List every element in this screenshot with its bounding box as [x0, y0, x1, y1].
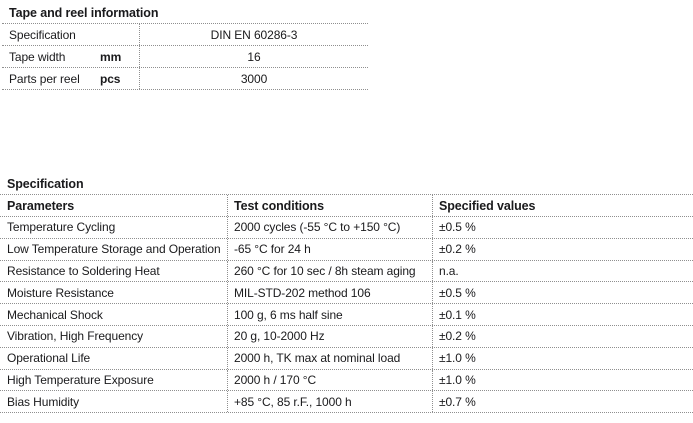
cell-specified-value: ±1.0 % [432, 370, 693, 391]
specification-title: Specification [0, 175, 693, 195]
cell-specified-value: ±0.7 % [432, 391, 693, 412]
specification-section [0, 175, 693, 413]
header-test-conditions: Test conditions [227, 195, 432, 216]
row-value: 3000 [139, 68, 368, 89]
table-row [0, 239, 693, 261]
cell-test-conditions: 20 g, 10-2000 Hz [227, 326, 432, 347]
tape-reel-table [2, 24, 368, 90]
cell-test-conditions: 100 g, 6 ms half sine [227, 304, 432, 325]
cell-specified-value: n.a. [432, 261, 693, 282]
cell-test-conditions: 260 °C for 10 sec / 8h steam aging [227, 261, 432, 282]
cell-parameter: Resistance to Soldering Heat [7, 263, 160, 278]
cell-parameter: Temperature Cycling [7, 220, 116, 235]
table-row [2, 68, 368, 90]
cell-parameter: Bias Humidity [7, 394, 80, 409]
cell-parameter: Operational Life [7, 351, 91, 366]
table-row [2, 46, 368, 68]
cell-test-conditions: +85 °C, 85 r.F., 1000 h [227, 391, 432, 412]
row-parameter: Parts per reel [9, 71, 80, 86]
cell-specified-value: ±0.1 % [432, 304, 693, 325]
cell-parameter: Low Temperature Storage and Operation [7, 242, 221, 257]
table-row [0, 391, 693, 413]
cell-parameter: Mechanical Shock [7, 307, 103, 322]
cell-test-conditions: 2000 h, TK max at nominal load [227, 348, 432, 369]
cell-specified-value: ±0.5 % [432, 217, 693, 238]
table-row [0, 217, 693, 239]
cell-test-conditions: MIL-STD-202 method 106 [227, 282, 432, 303]
table-row [0, 282, 693, 304]
cell-specified-value: ±0.5 % [432, 282, 693, 303]
cell-test-conditions: 2000 h / 170 °C [227, 370, 432, 391]
tape-reel-section [2, 4, 368, 90]
table-header-row [0, 195, 693, 217]
table-row [0, 326, 693, 348]
table-row [0, 370, 693, 392]
cell-parameter: Moisture Resistance [7, 285, 114, 300]
tape-reel-title: Tape and reel information [2, 4, 368, 24]
row-value: DIN EN 60286-3 [139, 24, 368, 45]
cell-parameter: Vibration, High Frequency [7, 329, 144, 344]
table-row [0, 261, 693, 283]
table-row [2, 24, 368, 46]
cell-specified-value: ±1.0 % [432, 348, 693, 369]
row-value: 16 [139, 46, 368, 67]
cell-specified-value: ±0.2 % [432, 239, 693, 260]
row-parameter: Tape width [9, 49, 66, 64]
cell-parameter: High Temperature Exposure [7, 372, 154, 387]
cell-test-conditions: -65 °C for 24 h [227, 239, 432, 260]
header-parameters: Parameters [7, 198, 75, 213]
header-specified-values: Specified values [432, 195, 693, 216]
cell-specified-value: ±0.2 % [432, 326, 693, 347]
table-row [0, 348, 693, 370]
row-unit: pcs [100, 71, 121, 86]
specification-table [0, 195, 693, 413]
table-row [0, 304, 693, 326]
cell-test-conditions: 2000 cycles (-55 °C to +150 °C) [227, 217, 432, 238]
row-unit: mm [100, 49, 122, 64]
row-parameter: Specification [9, 27, 76, 42]
